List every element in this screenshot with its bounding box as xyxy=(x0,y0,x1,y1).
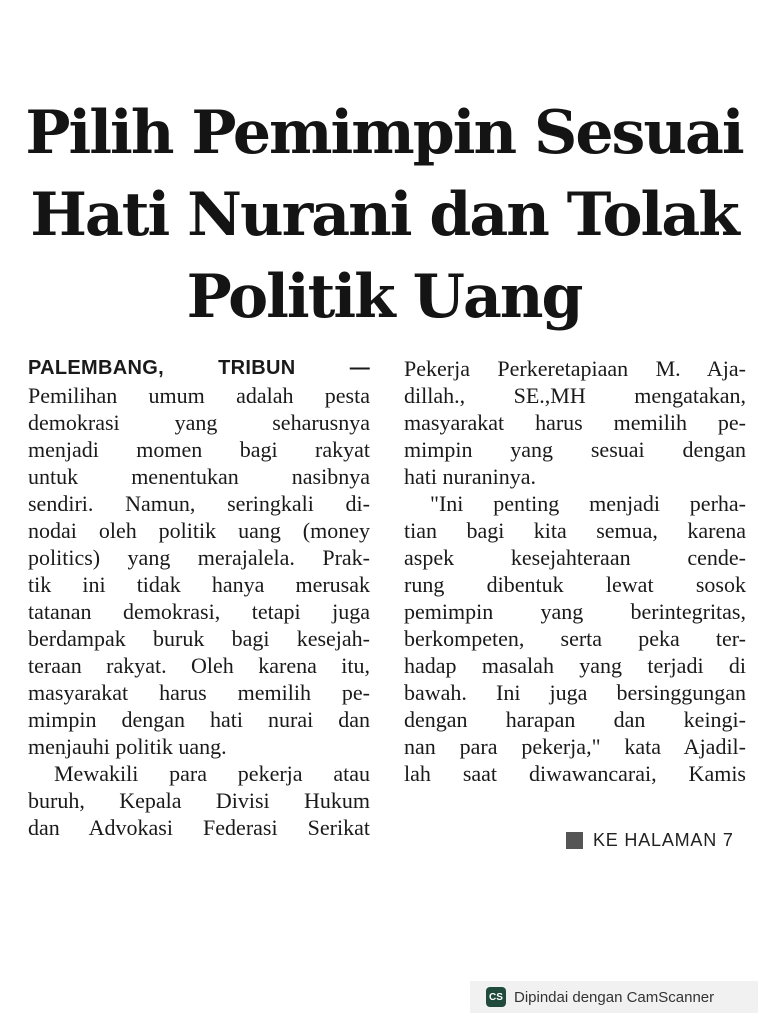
camscanner-watermark xyxy=(470,981,758,1013)
text-line: masyarakat harus memilih pe- xyxy=(404,410,746,435)
text-line: lah saat diwawancarai, Kamis xyxy=(404,761,746,786)
text-line: tatanan demokrasi, tetapi juga xyxy=(28,599,370,624)
square-bullet-icon xyxy=(566,832,583,849)
text-line: berdampak buruk bagi kesejah- xyxy=(28,626,370,651)
dateline: PALEMBANG, TRIBUN — xyxy=(28,357,370,379)
text-line: "Ini penting menjadi perha- xyxy=(430,491,746,516)
text-line: hati nuraninya. xyxy=(404,464,536,489)
text-line: untuk menentukan nasibnya xyxy=(28,464,370,489)
headline-line-3: Politik Uang xyxy=(186,262,582,332)
text-line: masyarakat harus memilih pe- xyxy=(28,680,370,705)
continued-on-page-label xyxy=(566,826,734,854)
text-line: politics) yang merajalela. Prak- xyxy=(28,545,370,570)
text-line: hadap masalah yang terjadi di xyxy=(404,653,746,678)
headline-line-2: Hati Nurani dan Tolak xyxy=(30,180,738,250)
paragraph-1 xyxy=(28,355,370,760)
text-line: dillah., SE.,MH mengatakan, xyxy=(404,383,746,408)
text-line: dan Advokasi Federasi Serikat xyxy=(28,815,370,840)
article-column-left xyxy=(28,355,370,841)
text-line: rung dibentuk lewat sosok xyxy=(404,572,746,597)
text-line: dengan harapan dan keingi- xyxy=(404,707,746,732)
paragraph-3 xyxy=(404,355,746,490)
paragraph-4 xyxy=(404,490,746,787)
text-line: berkompeten, serta peka ter- xyxy=(404,626,746,651)
text-line: bawah. Ini juga bersinggungan xyxy=(404,680,746,705)
text-line: tian bagi kita semua, karena xyxy=(404,518,746,543)
article-headline xyxy=(14,92,754,338)
watermark-text: Dipindai dengan CamScanner xyxy=(514,988,715,1006)
article-column-right xyxy=(404,355,746,787)
text-line: pemimpin yang berintegritas, xyxy=(404,599,746,624)
text-line: mimpin dengan hati nurai dan xyxy=(28,707,370,732)
text-line: mimpin yang sesuai dengan xyxy=(404,437,746,462)
text-line: nodai oleh politik uang (money xyxy=(28,518,370,543)
text-line: buruh, Kepala Divisi Hukum xyxy=(28,788,370,813)
text-line: teraan rakyat. Oleh karena itu, xyxy=(28,653,370,678)
text-line: menjauhi politik uang. xyxy=(28,734,227,759)
text-line: demokrasi yang seharusnya xyxy=(28,410,370,435)
text-line: Mewakili para pekerja atau xyxy=(54,761,370,786)
headline-line-1: Pilih Pemimpin Sesuai xyxy=(25,98,743,168)
text-line: Pemilihan umum adalah pesta xyxy=(28,383,370,408)
text-line: sendiri. Namun, seringkali di- xyxy=(28,491,370,516)
text-line: nan para pekerja," kata Ajadil- xyxy=(404,734,746,759)
text-line: Pekerja Perkeretapiaan M. Aja- xyxy=(404,356,746,381)
paragraph-2 xyxy=(28,760,370,841)
text-line: tik ini tidak hanya merusak xyxy=(28,572,370,597)
camscanner-logo-icon: CS xyxy=(486,987,506,1007)
text-line: menjadi momen bagi rakyat xyxy=(28,437,370,462)
text-line: aspek kesejahteraan cende- xyxy=(404,545,746,570)
jump-text: KE HALAMAN 7 xyxy=(593,829,734,850)
